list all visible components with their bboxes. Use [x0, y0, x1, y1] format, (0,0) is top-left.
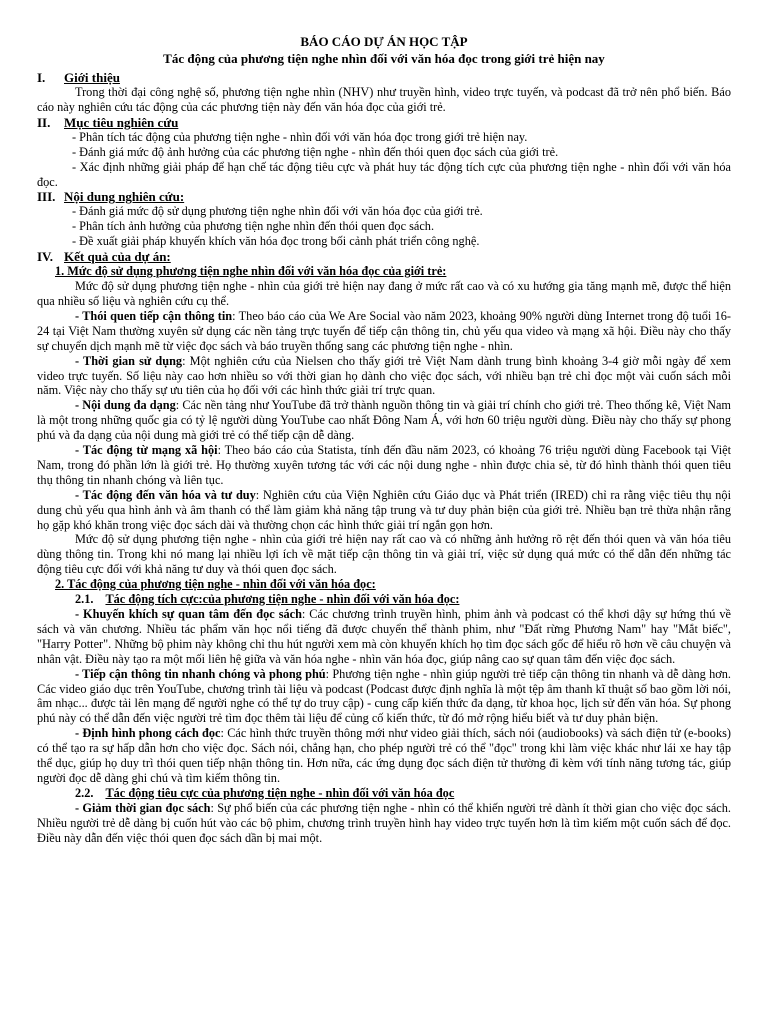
- item-label: - Giảm thời gian đọc sách: [75, 800, 211, 815]
- section-number: IV.: [37, 249, 54, 265]
- positive-item: [37, 607, 731, 667]
- section-1-heading: [37, 70, 731, 85]
- finding-item: [37, 398, 731, 443]
- section-4-heading: [37, 249, 731, 264]
- subsection-2-1-heading: [37, 592, 731, 607]
- document-subtitle: Tác động của phương tiện nghe nhìn đối với văn hóa đọc trong giới trẻ hiện nay: [163, 51, 605, 66]
- item-label: - Định hình phong cách đọc: [75, 726, 221, 741]
- section-title: Mục tiêu nghiên cứu: [64, 114, 179, 130]
- section-title: Giới thiệu: [64, 70, 120, 85]
- finding-item: [37, 488, 731, 533]
- subsection-2-heading: 2. Tác động của phương tiện nghe - nhìn đối với văn hóa đọc:: [55, 577, 376, 592]
- section-number: II.: [37, 114, 51, 130]
- subsection-title: Tác động tiêu cực của phương tiện nghe - nhìn đối với văn hóa đọc: [105, 785, 455, 800]
- subsection-2-2-heading: [37, 786, 731, 801]
- document-title: BÁO CÁO DỰ ÁN HỌC TẬP: [300, 34, 468, 49]
- section-2-heading: [37, 115, 731, 130]
- finding-label: - Tác động đến văn hóa và tư duy: [75, 487, 256, 502]
- finding-text: : Một nghiên cứu của Nielsen cho thấy giới trẻ Việt Nam dành trung bình khoảng 3-4 giờ mỗi ngày để xem video trực tuyến. Số liệu này cao hơn nhiều so với thời gian họ dành cho việc đọc sách, với nhiều bạn trẻ chỉ đọc một vài cuốn sách mỗi năm. Việc này cho thấy sự ưu tiên của họ đối với các hình thức giải trí trực quan.: [37, 353, 731, 398]
- content-item: - Đề xuất giải pháp khuyến khích văn hóa đọc trong bối cảnh phát triển công nghệ.: [72, 234, 480, 249]
- finding-label: - Tác động từ mạng xã hội: [75, 443, 218, 458]
- finding-text: : Các nền tảng như YouTube đã trở thành nguồn thông tin và giải trí chính cho giới trẻ. Theo thống kê, Việt Nam là một trong những quốc gia có tỷ lệ người dùng YouTube cao nhất Đông Nam Á, với hơn 60 triệu người dùng. Điều này cho thấy sự phong phú và đa dạng của nội dung mà giới trẻ có thể tiếp cận dễ dàng.: [37, 398, 731, 443]
- finding-text: : Theo báo cáo của We Are Social vào năm 2023, khoảng 90% người dùng Internet trong độ tuổi 16-24 tại Việt Nam thường xuyên sử dụng các nền tảng trực tuyến để tiếp cận thông tin, chủ yếu qua video và mạng xã hội. Điều này cho thấy sự chuyển dịch mạnh mẽ từ việc đọc sách và báo truyền thống sang các phương tiện nghe - nhìn.: [37, 308, 731, 353]
- intro-paragraph: Trong thời đại công nghệ số, phương tiện nghe nhìn (NHV) như truyền hình, video trực tuyến, và podcast đã trở nên phổ biến. Báo cáo này nghiên cứu tác động của các phương tiện này đến văn hóa đọc của giới trẻ.: [37, 85, 731, 114]
- section-number: III.: [37, 189, 56, 205]
- item-label: - Tiếp cận thông tin nhanh chóng và phong phú: [75, 666, 326, 681]
- subsection-number: 2.1.: [75, 592, 94, 607]
- finding-item: [37, 443, 731, 488]
- item-text: : Các chương trình truyền hình, phim ảnh và podcast có thể khơi dậy sự hứng thú về sách và văn chương. Nhiều tác phẩm văn học nổi tiếng đã được chuyển thể thành phim, như "Đất rừng Phương Nam" hay "Mắt biếc", "Harry Potter". Những bộ phim này không chỉ thu hút người xem mà còn khuyến khích họ tìm đọc sách gốc để hiểu rõ hơn về câu chuyện và nhân vật. Điều này tạo ra một mối liên hệ giữa và văn hóa nghe - nhìn văn hóa đọc, giúp nâng cao sự quan tâm đến việc đọc sách.: [37, 607, 731, 666]
- section-number: I.: [37, 70, 46, 85]
- paragraph: Mức độ sử dụng phương tiện nghe - nhìn của giới trẻ hiện nay đang ở mức rất cao và có xu hướng gia tăng mạnh mẽ, được thể hiện qua nhiều số liệu và nghiên cứu cụ thể.: [37, 279, 731, 308]
- finding-item: [37, 354, 731, 399]
- item-text: : Các hình thức truyền thông mới như video giải thích, sách nói (audiobooks) và sách điện tử (e-books) có thể tạo ra sự hấp dẫn hơn cho việc đọc. Sách nói, chẳng hạn, cho phép người trẻ có thể "đọc" trong khi làm việc khác như lái xe hay tập thể dục, giúp họ duy trì thói quen tiếp nhận thông tin. Hơn nữa, các ứng dụng đọc sách điện tử thường đi kèm với tính năng tương tác, giúp người đọc dễ dàng ghi chú và tìm kiếm thông tin.: [37, 726, 731, 785]
- item-text: : Sự phổ biến của các phương tiện nghe - nhìn có thể khiến người trẻ dành ít thời gian cho việc đọc sách. Nhiều người trẻ dễ dàng bị cuốn hút vào các bộ phim, chương trình truyền hình hay video trực tuyến hơn là tìm kiếm một cuốn sách để đọc. Điều này dẫn đến việc thói quen đọc sách dần bị mai một.: [37, 800, 731, 845]
- finding-label: - Nội dung đa dạng: [75, 398, 176, 413]
- section-title: Kết quả của dự án:: [64, 249, 171, 265]
- finding-label: - Thói quen tiếp cận thông tin: [75, 308, 233, 323]
- item-text: : Phương tiện nghe - nhìn giúp người trẻ tiếp cận thông tin nhanh và dễ dàng hơn. Các video giáo dục trên YouTube, chương trình tài liệu và podcast (Podcast được định nghĩa là một tệp âm thanh kĩ thuật số bao gồm lời nói, âm nhạc... được tải lên mạng để người nghe có thể tự do truy cập) - cung cấp kiến thức đa dạng, từ khoa học, lịch sử đến văn hóa. Sự phong phú này có thể dẫn đến việc người trẻ tìm đọc thêm tài liệu để củng cố kiến thức, từ đó mở rộng hiểu biết và tư duy phản biện.: [37, 666, 731, 726]
- finding-item: [37, 309, 731, 354]
- objective-item: - Đánh giá mức độ ảnh hưởng của các phương tiện nghe - nhìn đến thói quen đọc sách của giới trẻ.: [72, 144, 559, 159]
- summary-paragraph: Mức độ sử dụng phương tiện nghe - nhìn của giới trẻ hiện nay rất cao và có những ảnh hưởng rõ rệt đến thói quen và văn hóa tiêu dùng thông tin. Trong khi nó mang lại nhiều lợi ích về mặt tiếp cận thông tin và giải trí, việc sử dụng quá mức có thể dẫn đến những tác động tiêu cực đối với khả năng tư duy và thói quen đọc sách.: [37, 532, 731, 577]
- content-item: - Đánh giá mức độ sử dụng phương tiện nghe nhìn đối với văn hóa đọc của giới trẻ.: [72, 204, 483, 219]
- positive-item: [37, 726, 731, 786]
- objective-item: - Phân tích tác động của phương tiện nghe - nhìn đối với văn hóa đọc trong giới trẻ hiện nay.: [72, 129, 528, 144]
- content-item: - Phân tích ảnh hưởng của phương tiện nghe nhìn đến thói quen đọc sách.: [72, 219, 435, 234]
- negative-item: [37, 801, 731, 846]
- section-3-heading: [37, 189, 731, 204]
- positive-item: [37, 667, 731, 727]
- objective-item: - Xác định những giải pháp để hạn chế tác động tiêu cực và phát huy tác động tích cực của phương tiện nghe - nhìn đối với văn hóa đọc.: [37, 159, 731, 189]
- subsection-1-heading: 1. Mức độ sử dụng phương tiện nghe nhìn đối với văn hóa đọc của giới trẻ:: [55, 264, 447, 279]
- subsection-title: Tác động tích cực:của phương tiện nghe - nhìn đối với văn hóa đọc:: [105, 592, 460, 607]
- section-title: Nội dung nghiên cứu:: [64, 189, 185, 205]
- finding-text: : Nghiên cứu của Viện Nghiên cứu Giáo dục và Phát triển (IRED) chỉ ra rằng việc tiêu thụ nội dung chủ yếu qua hình ảnh và âm thanh có thể làm giảm khả năng tập trung và tư duy phản biện của giới trẻ. Nhiều bạn trẻ thừa nhận rằng họ gặp khó khăn trong việc đọc sách dài và thường chọn các hình thức giải trí ngắn gọn hơn.: [37, 487, 731, 532]
- finding-label: - Thời gian sử dụng: [75, 353, 183, 368]
- subsection-number: 2.2.: [75, 785, 94, 800]
- finding-text: : Theo báo cáo của Statista, tính đến đầu năm 2023, có khoảng 76 triệu người dùng Facebook tại Việt Nam, trong đó phần lớn là giới trẻ. Họ thường xuyên tương tác với các nội dung nghe - nhìn được chia sẻ, từ đó hình thành thói quen tiêu thụ thông tin nhanh chóng và liên tục.: [37, 443, 732, 487]
- item-label: - Khuyến khích sự quan tâm đến đọc sách: [75, 607, 302, 621]
